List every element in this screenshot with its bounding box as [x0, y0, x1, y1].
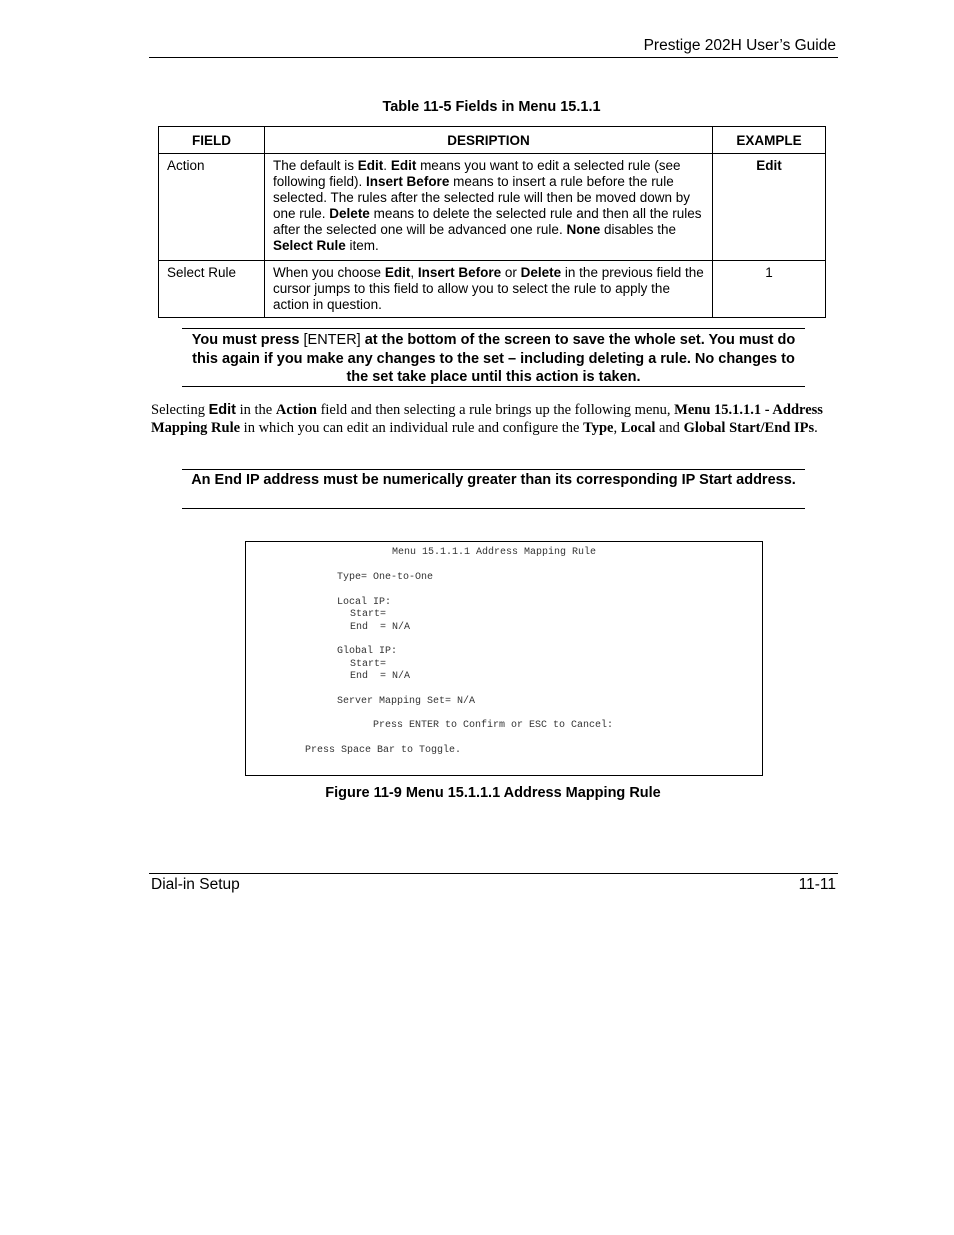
bold-term: Select Rule: [273, 238, 346, 253]
local-ip-label: Local IP:: [337, 597, 392, 608]
description-cell: [265, 261, 713, 318]
bold-term: You must press: [191, 332, 304, 348]
text-run: ,: [613, 420, 621, 436]
bold-term: Insert Before: [366, 174, 450, 189]
running-header: Prestige 202H User’s Guide: [643, 37, 836, 54]
menu-title: Menu 15.1.1.1 Address Mapping Rule: [392, 547, 597, 558]
text-run: means to insert a rule before the rule selected. The rules after the selected rule will then be moved down by one rule.: [273, 174, 690, 221]
table-header-row: [159, 127, 826, 154]
footer-rule: [149, 873, 838, 874]
bold-term: Delete: [329, 206, 370, 221]
fields-table: [158, 126, 826, 318]
confirm-prompt: Press ENTER to Confirm or ESC to Cancel:: [373, 720, 614, 731]
toggle-hint: Press Space Bar to Toggle.: [305, 745, 462, 756]
bold-term: Global Start/End IPs: [683, 420, 815, 436]
column-header-example: EXAMPLE: [713, 127, 826, 154]
text-run: The default is: [273, 158, 358, 173]
server-mapping-field[interactable]: Server Mapping Set= N/A: [337, 696, 476, 707]
type-field[interactable]: Type= One-to-One: [337, 572, 434, 583]
terminal-screen: [245, 541, 763, 776]
bold-term: Edit: [384, 265, 411, 280]
bold-term: Insert Before: [417, 265, 502, 280]
global-start-field[interactable]: Start=: [350, 659, 387, 670]
text-run: means to delete the selected rule and then all the rules after the selected one will be advanced one rule.: [273, 206, 702, 237]
bold-term: Menu 15.1.1.1 - Address Mapping Rule: [151, 402, 823, 436]
text-run: disables the: [600, 222, 677, 237]
field-cell: Action: [159, 154, 265, 261]
text-run: item.: [345, 238, 379, 253]
example-value: Edit: [756, 158, 782, 173]
note-bottom-rule: [182, 386, 805, 387]
bold-term: Edit: [390, 158, 417, 173]
bold-term: at the bottom of the screen to save the whole set. You must do this again if you make any changes to the set – including deleting a rule. No changes to the set take place until this action is taken.: [192, 332, 796, 385]
table-caption: Table 11-5 Fields in Menu 15.1.1: [382, 99, 601, 115]
text-run: When you choose: [273, 265, 385, 280]
ip-note: An End IP address must be numerically greater than its corresponding IP Start address.: [191, 472, 796, 488]
note-top-rule: [182, 328, 805, 329]
bold-term: None: [566, 222, 601, 237]
body-paragraph: [151, 401, 833, 437]
global-ip-label: Global IP:: [337, 646, 398, 657]
text-run: [ENTER]: [303, 332, 361, 348]
example-cell: 1: [713, 261, 826, 318]
text-run: ,: [410, 265, 418, 280]
global-end-field[interactable]: End = N/A: [350, 671, 411, 682]
local-end-field[interactable]: End = N/A: [350, 622, 411, 633]
figure-caption: Figure 11-9 Menu 15.1.1.1 Address Mapping Rule: [325, 785, 661, 801]
footer-section-title: Dial-in Setup: [151, 876, 240, 893]
bold-term: Local: [620, 420, 656, 436]
text-run: in the: [235, 402, 276, 418]
note-top-rule: [182, 469, 805, 470]
footer-page-number: 11-11: [798, 876, 836, 893]
text-run: .: [383, 158, 391, 173]
text-run: means you want to edit a selected rule (see following field).: [273, 158, 681, 189]
table-row: [159, 154, 826, 261]
bold-term: Action: [275, 402, 317, 418]
text-run: Selecting: [151, 402, 209, 418]
header-rule: [149, 57, 838, 58]
column-header-field: FIELD: [159, 127, 265, 154]
text-run: in which you can edit an individual rule and configure the: [240, 420, 584, 436]
text-run: and: [655, 420, 684, 436]
text-run: field and then selecting a rule brings up the following menu,: [316, 402, 675, 418]
field-cell: Select Rule: [159, 261, 265, 318]
bold-term: Edit: [208, 402, 236, 418]
bold-term: Delete: [520, 265, 562, 280]
bold-term: Type: [583, 420, 614, 436]
local-start-field[interactable]: Start=: [350, 609, 387, 620]
bold-term: Edit: [357, 158, 384, 173]
example-cell: [713, 154, 826, 261]
save-note: [182, 331, 805, 387]
text-run: .: [814, 420, 818, 436]
table-row: [159, 261, 826, 318]
text-run: in the previous field the cursor jumps to this field to allow you to select the rule to apply the action in question.: [273, 265, 704, 312]
note-bottom-rule: [182, 508, 805, 509]
description-cell: [265, 154, 713, 261]
column-header-description: DESRIPTION: [265, 127, 713, 154]
text-run: or: [501, 265, 521, 280]
